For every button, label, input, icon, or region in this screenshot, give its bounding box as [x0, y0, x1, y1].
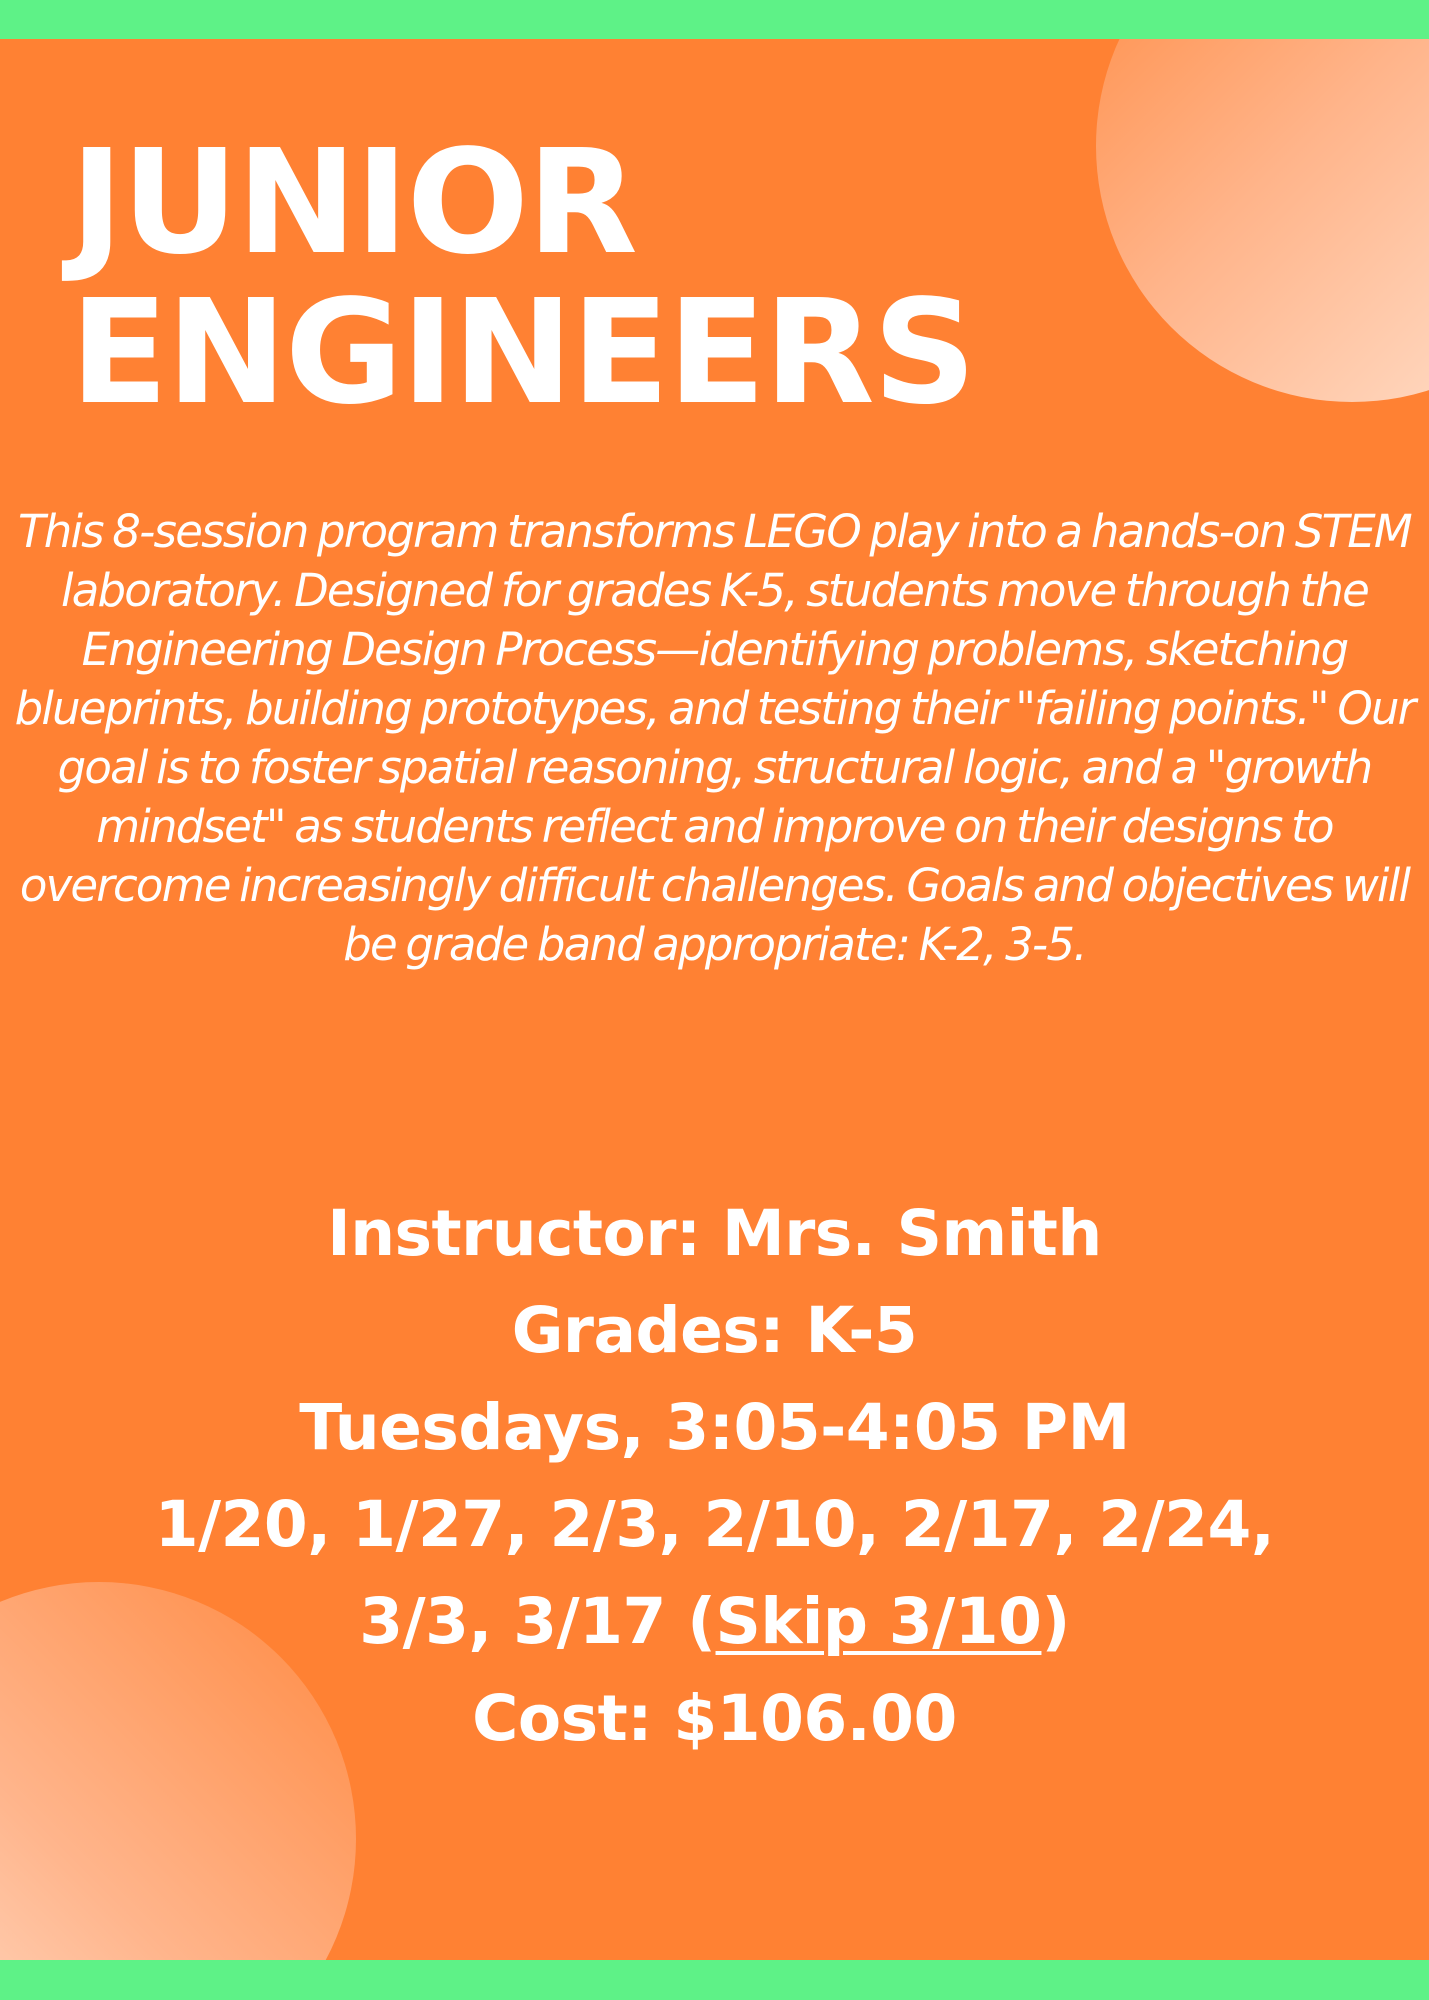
dates-line-2	[0, 1573, 1429, 1670]
dates-line-1: 1/20, 1/27, 2/3, 2/10, 2/17, 2/24,	[154, 1488, 1275, 1561]
top-accent-bar	[0, 0, 1429, 39]
grades-line: Grades: K-5	[511, 1294, 918, 1367]
skip-date-link[interactable]: Skip 3/10	[715, 1585, 1042, 1658]
cost-line: Cost: $106.00	[472, 1682, 957, 1755]
instructor-line: Instructor: Mrs. Smith	[327, 1197, 1102, 1270]
dates-line-2-prefix: 3/3, 3/17 (	[359, 1585, 716, 1658]
program-description: This 8-session program transforms LEGO play into a hands-on STEM laboratory. Designed for grades K-5, students move through the Engineering Design Process—identifying problems, sketching blueprints, building prototypes, and testing their "failing points." Our goal is to foster spatial reasoning, structural logic, and a "growth mindset" as students reflect and improve on their designs to overcome increasingly difficult challenges. Goals and objectives will be grade band appropriate: K-2, 3-5.	[14, 505, 1415, 971]
dates-line-2-suffix: )	[1041, 1585, 1070, 1658]
title-line-1: JUNIOR	[70, 118, 636, 286]
bottom-accent-bar	[0, 1960, 1429, 2000]
program-details	[0, 1185, 1429, 1767]
schedule-line: Tuesdays, 3:05-4:05 PM	[299, 1391, 1130, 1464]
title-line-2: ENGINEERS	[70, 268, 975, 436]
top-right-decorative-circle	[1096, 0, 1429, 402]
